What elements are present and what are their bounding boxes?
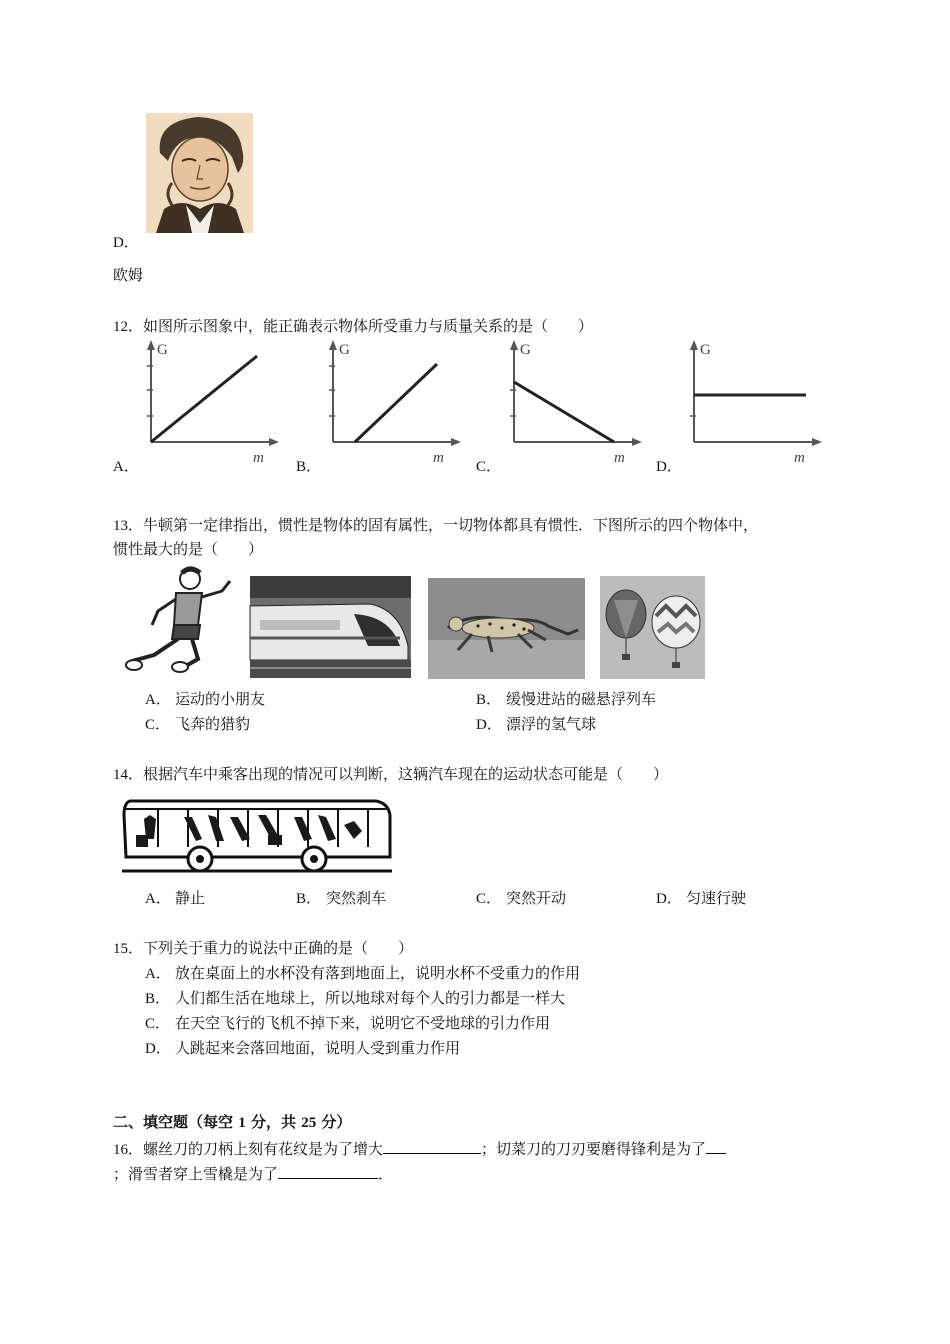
q13-option-d-letter: D． [476, 717, 502, 733]
q15-option-a-text: 放在桌面上的水杯没有落到地面上，说明水杯不受重力的作用 [175, 964, 581, 982]
q15-option-c [145, 1013, 550, 1034]
q11-option-d-label [113, 232, 139, 253]
q14-option-a-text: 静止 [175, 889, 206, 907]
q13-stem-text-1: 牛顿第一定律指出，惯性是物体的固有属性，一切物体都具有惯性．下图所示的四个物体中， [143, 516, 759, 534]
q16-blank-3[interactable] [278, 1163, 378, 1179]
q14-option-a [145, 888, 205, 909]
q15-stem-text: 下列关于重力的说法中正确的是（ ） [143, 939, 414, 957]
q15-option-d-text: 人跳起来会落回地面，说明人受到重力作用 [175, 1039, 461, 1057]
q15-number: 15． [113, 941, 144, 957]
q12-stem-text: 如图所示图象中，能正确表示物体所受重力与质量关系的是（ ） [143, 317, 594, 335]
q12-option-b: B． [296, 459, 322, 475]
q15-option-b-text: 人们都生活在地球上，所以地球对每个人的引力都是一样大 [175, 989, 566, 1007]
q14-option-d-letter: D． [656, 891, 682, 907]
q12-graph-b-x-label: m [433, 450, 444, 466]
q12-graph-b [317, 338, 467, 468]
q15-option-c-text: 在天空飞行的飞机不掉下来，说明它不受地球的引力作用 [175, 1014, 551, 1032]
q14-option-d-text: 匀速行驶 [686, 889, 747, 907]
section2-title-c: 分，共 [245, 1113, 302, 1131]
q12-graph-d [678, 338, 828, 468]
q14-stem [113, 764, 668, 785]
q15-option-c-letter: C． [145, 1016, 171, 1032]
q16-end: ． [378, 1165, 394, 1183]
q14-option-b [296, 888, 386, 909]
q16-part1: 螺丝刀的刀柄上刻有花纹是为了增大 [143, 1140, 384, 1158]
section2-title-a: 二、填空题（每空 [113, 1113, 239, 1131]
q13-option-c-text: 飞奔的猎豹 [175, 715, 251, 733]
q13-option-d-text: 漂浮的氢气球 [506, 715, 597, 733]
q16-line2 [113, 1163, 393, 1184]
q12-option-d: D． [656, 459, 682, 475]
q16-blank-1[interactable] [383, 1138, 481, 1154]
q12-graph-c [498, 338, 648, 468]
q14-option-c-text: 突然开动 [506, 889, 567, 907]
q13-option-c-letter: C． [145, 717, 171, 733]
q15-option-d-letter: D． [145, 1041, 171, 1057]
q13-stem-line1 [113, 515, 758, 536]
q14-number: 14． [113, 767, 144, 783]
q14-option-b-letter: B． [296, 891, 322, 907]
section2-title-b: 1 [238, 1115, 246, 1131]
q13-option-c [145, 714, 250, 735]
q13-option-a [145, 689, 265, 710]
q15-option-d [145, 1038, 460, 1059]
q14-stem-text: 根据汽车中乘客出现的情况可以判断，这辆汽车现在的运动状态可能是（ ） [143, 765, 669, 783]
q14-option-a-letter: A． [145, 891, 171, 907]
q13-number: 13． [113, 518, 144, 534]
q16-part3: ；滑雪者穿上雪橇是为了 [113, 1165, 279, 1183]
q12-graph-c-x-label: m [614, 450, 625, 466]
q12-graph-b-y-label: G [339, 342, 350, 358]
running-child-image [118, 563, 236, 675]
q12-graph-d-x-label: m [794, 450, 805, 466]
q12-graph-a-x-label: m [253, 450, 264, 466]
q12-option-c: C． [476, 459, 502, 475]
q15-option-b-letter: B． [145, 991, 171, 1007]
q15-option-a-letter: A． [145, 966, 171, 982]
cheetah-image [428, 578, 585, 679]
bus-passengers-image [118, 795, 394, 877]
q12-option-a: A． [113, 459, 139, 475]
q16-blank-2[interactable] [706, 1138, 726, 1154]
section2-title-e: 分） [316, 1113, 352, 1131]
q15-option-a [145, 963, 580, 984]
maglev-train-image [250, 576, 411, 678]
hydrogen-balloons-image [600, 576, 705, 679]
q14-option-d [656, 888, 746, 909]
q13-option-d [476, 714, 596, 735]
q15-stem [113, 938, 413, 959]
q14-option-c-letter: C． [476, 891, 502, 907]
q13-stem-line2: 惯性最大的是（ ） [113, 540, 264, 558]
q12-number: 12． [113, 319, 144, 335]
q12-graph-d-y-label: G [700, 342, 711, 358]
q13-option-b-letter: B． [476, 692, 502, 708]
q15-option-b [145, 988, 565, 1009]
q12-graph-a-y-label: G [157, 342, 168, 358]
q12-graph-a [135, 338, 285, 468]
q13-option-b [476, 689, 656, 710]
q16-line1 [113, 1138, 726, 1160]
q12-graph-c-y-label: G [520, 342, 531, 358]
q12-stem [113, 316, 593, 337]
q16-part2: ；切菜刀的刀刃要磨得锋利是为了 [481, 1140, 707, 1158]
section2-title-d: 25 [301, 1115, 317, 1131]
section2-title [113, 1112, 351, 1133]
q13-option-b-text: 缓慢进站的磁悬浮列车 [506, 690, 657, 708]
q13-option-a-letter: A． [145, 692, 171, 708]
q11-option-d-name: 欧姆 [113, 266, 144, 284]
q16-number: 16． [113, 1142, 144, 1158]
q11-option-d-letter: D． [113, 235, 139, 251]
q13-option-a-text: 运动的小朋友 [175, 690, 266, 708]
q14-option-c [476, 888, 566, 909]
ohm-portrait [146, 113, 253, 233]
q14-option-b-text: 突然刹车 [326, 889, 387, 907]
